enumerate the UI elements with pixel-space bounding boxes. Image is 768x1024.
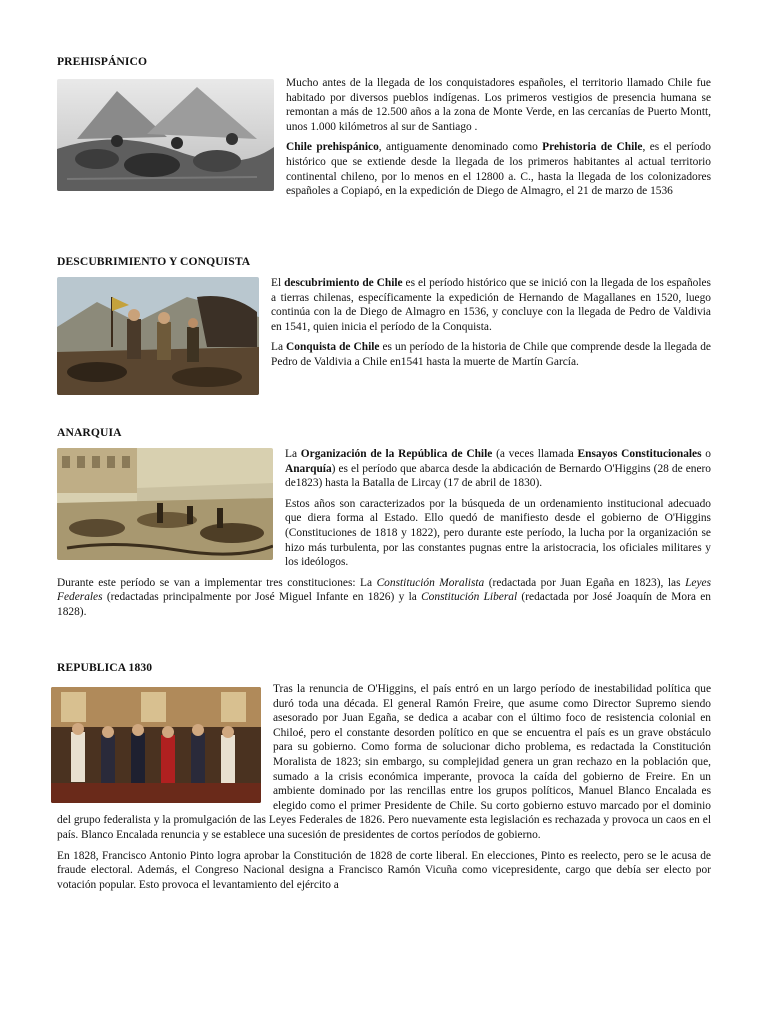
section-prehispanico <box>57 55 711 205</box>
conquest-image <box>57 277 259 395</box>
italic-term: Constitución Liberal <box>421 591 518 604</box>
italic-term: Constitución Moralista <box>376 576 485 589</box>
paragraph: La Organización de la República de Chile (a veces llamada Ensayos Constitucionales o Anarquía) es el período que abarca desde la abdicación de Bernardo O'Higgins (28 de enero de1823) hasta la Batalla de Lircay (17 de abril de 1830). <box>285 448 711 490</box>
bold-term: Prehistoria de Chile <box>542 141 643 154</box>
battle-plaza-image <box>57 448 273 560</box>
section-heading: DESCUBRIMIENTO Y CONQUISTA <box>57 255 251 268</box>
paragraph: El descubrimiento de Chile es el período histórico que se inició con la llegada de los españoles a tierras chilenas, específicamente la expedición de Hernando de Magallanes en 1520, luego continúa con la de Diego de Almagro en 1536, y concluye con la llegada de Pedro de Valdivia en 1541, quien inicia el período de la Conquista. <box>271 277 711 333</box>
paragraph: En 1828, Francisco Antonio Pinto logra aprobar la Constitución de 1828 de corte liberal. En elecciones, Pinto es reelecto, pero se le acusa de fraude electoral. Además, el Congreso Nacional designa a Francisco Ramón Vicuña como vicepresidente, cargo que debía ser electo por votación popular. Esto provoca el levantamiento del ejército a <box>57 849 711 891</box>
paragraph: Tras la renuncia de O'Higgins, el país entró en un largo período de inestabilidad política que duró toda una década. El general Ramón Freire, que asume como Director Supremo siendo asesorado por Juan Egaña, se dedica a acabar con el último foco de resistencia colonial en Chiloé, pero el constante desorden político en que se encuentra el país es un grave obstáculo para su gobierno. Como forma de solucionar dicho problema, es redactada la Constitución Moralista de 1823; sin embargo, su complejidad genera un gran rechazo en la población que, sumado a la crisis económica imperante, provoca la caída del gobierno de Freire. En un ambiente dominado por las rencillas entre los grupos políticos, Manuel Blanco Encalada es elegido como el primer Presidente de Chile. Su corto gobierno estuvo marcado por el dominio del grupo federalista y la promulgación de las Leyes Federales de 1826. Pero nuevamente esta legislación es rechazada y provoca un caos en el país. Blanco Encalada renuncia y se establece una sucesión de presidentes de cortos períodos de gobierno. <box>57 683 711 841</box>
bold-term: Ensayos Constitucionales <box>577 448 702 460</box>
section-heading: PREHISPÁNICO <box>57 55 148 68</box>
paragraph: La Conquista de Chile es un período de la historia de Chile que comprende desde la llegada de Pedro de Valdivia a Chile en1541 hasta la muerte de Martín García. <box>271 341 711 368</box>
section-heading: REPUBLICA 1830 <box>57 661 153 674</box>
section-descubrimiento <box>57 255 711 397</box>
native-camp-image <box>57 79 274 191</box>
bold-term: Anarquía <box>285 462 332 475</box>
section-heading: ANARQUIA <box>57 426 122 439</box>
bold-term: descubrimiento de Chile <box>284 277 403 289</box>
paragraph: Mucho antes de la llegada de los conquistadores españoles, el territorio llamado Chile fue habitado por diversos pueblos indígenas. Los primeros vestigios de presencia humana se remontan a más de 12.500 años a la zona de Monte Verde, en las cercanías de Puerto Montt, unos 1.000 kilómetros al sur de Santiago . <box>286 77 711 133</box>
paragraph: Estos años son caracterizados por la búsqueda de un ordenamiento institucional adecuado que diera forma al Estado. Ello quedó de manifiesto desde el gobierno de O'Higgins (Constituciones de 1818 y 1822), pero durante este período, la lucha por la organización se hizo más turbulenta, por las constantes pugnas entre la aristocracia, los oficiales militares y los ideólogos. <box>285 497 711 569</box>
paragraph: Durante este período se van a implementar tres constituciones: La Constitución Moralista (redactada por Juan Egaña en 1823), las Leyes Federales (redactadas principalmente por José Miguel Infante en 1826) y la Constitución Liberal (redactada por José Joaquín de Mora en 1828). <box>57 576 711 618</box>
section-republica-1830 <box>57 661 711 898</box>
paragraph: Chile prehispánico, antiguamente denominado como Prehistoria de Chile, es el período histórico que se extiende desde la llegada de los primeros habitantes al actual territorio continental chileno, por lo menos en el 12800 a. C., hasta la llegada de los colonizadores españoles a Copiapó, en la expedición de Diego de Almagro, el 21 de marzo de 1536 <box>286 141 711 198</box>
section-anarquia <box>57 426 711 626</box>
bold-term: Conquista de Chile <box>286 341 380 354</box>
bold-term: Chile prehispánico <box>286 141 379 154</box>
bold-term: Organización de la República de Chile <box>300 448 493 460</box>
congress-image <box>51 687 261 803</box>
italic-term: Leyes Federales <box>57 576 711 604</box>
